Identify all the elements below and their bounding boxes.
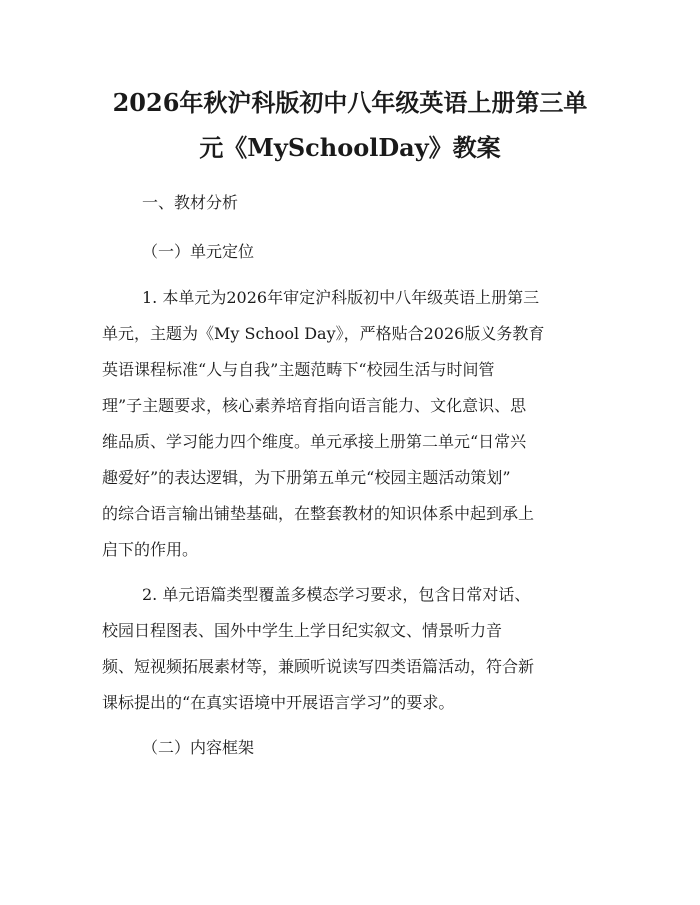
- paragraph-line: 理”子主题要求，核心素养培育指向语言能力、文化意识、思: [102, 396, 527, 415]
- paragraph-line: 频、短视频拓展素材等，兼顾听说读写四类语篇活动，符合新: [102, 657, 535, 676]
- paragraph-line: 课标提出的“在真实语境中开展语言学习”的要求。: [102, 693, 455, 712]
- document-title-line-2: 元《MySchoolDay》教案: [199, 133, 501, 162]
- paragraph-line: 校园日程图表、国外中学生上学日纪实叙文、情景听力音: [102, 621, 503, 640]
- paragraph-line: 英语课程标准“人与自我”主题范畴下“校园生活与时间管: [102, 360, 495, 379]
- subsection-heading-unit-positioning: （一）单元定位: [142, 242, 255, 261]
- paragraph-line: 1. 本单元为2026年审定沪科版初中八年级英语上册第三: [142, 288, 540, 307]
- paragraph-line: 启下的作用。: [102, 540, 199, 559]
- document-title-line-1: 2026年秋沪科版初中八年级英语上册第三单: [112, 88, 588, 117]
- paragraph-unit-positioning: [102, 288, 602, 560]
- paragraph-text-types: [102, 585, 602, 713]
- section-heading-teaching-analysis: 一、教材分析: [142, 193, 239, 212]
- paragraph-line: 单元，主题为《My School Day》，严格贴合2026版义务教育: [102, 324, 545, 343]
- paragraph-line: 趣爱好”的表达逻辑，为下册第五单元“校园主题活动策划”: [102, 468, 511, 487]
- subsection-heading-content-framework: （二）内容框架: [142, 738, 255, 757]
- paragraph-line: 的综合语言输出铺垫基础，在整套教材的知识体系中起到承上: [102, 504, 535, 523]
- paragraph-line: 维品质、学习能力四个维度。单元承接上册第二单元“日常兴: [102, 432, 527, 451]
- paragraph-line: 2. 单元语篇类型覆盖多模态学习要求，包含日常对话、: [142, 585, 531, 604]
